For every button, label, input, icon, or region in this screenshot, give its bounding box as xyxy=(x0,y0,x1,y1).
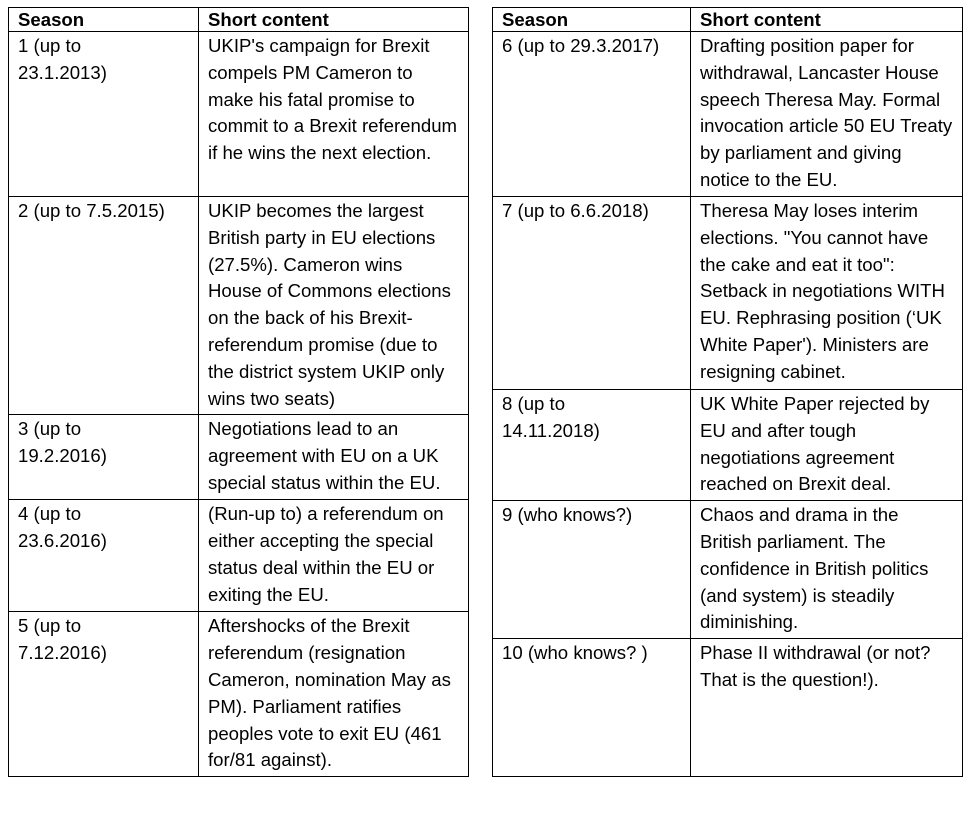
table-row xyxy=(9,612,469,777)
season-cell: 6 (up to 29.3.2017) xyxy=(493,32,691,197)
content-cell: Negotiations lead to an agreement with EU on a UK special status within the EU. xyxy=(199,415,469,500)
content-cell: Drafting position paper for withdrawal, Lancaster House speech Theresa May. Formal invocation article 50 EU Treaty by parliament and giving notice to the EU. xyxy=(691,32,963,197)
content-cell: Chaos and drama in the British parliament. The confidence in British politics (and system) is steadily diminishing. xyxy=(691,501,963,639)
season-cell: 3 (up to 19.2.2016) xyxy=(9,415,199,500)
season-cell: 10 (who knows? ) xyxy=(493,639,691,777)
table-row xyxy=(9,197,469,415)
season-cell: 7 (up to 6.6.2018) xyxy=(493,197,691,390)
table-row xyxy=(493,32,963,197)
table-row xyxy=(9,415,469,500)
table-row xyxy=(9,32,469,197)
content-cell: Aftershocks of the Brexit referendum (resignation Cameron, nomination May as PM). Parliament ratifies peoples vote to exit EU (461 for/81 against). xyxy=(199,612,469,777)
season-cell: 4 (up to 23.6.2016) xyxy=(9,500,199,612)
table-row xyxy=(493,197,963,390)
header-season: Season xyxy=(9,8,199,32)
content-cell: Phase II withdrawal (or not? That is the question!). xyxy=(691,639,963,777)
table-row xyxy=(9,500,469,612)
content-cell: UK White Paper rejected by EU and after tough negotiations agreement reached on Brexit deal. xyxy=(691,390,963,501)
header-season: Season xyxy=(493,8,691,32)
seasons-table-left xyxy=(8,7,469,777)
content-cell: UKIP becomes the largest British party in EU elections (27.5%). Cameron wins House of Commons elections on the back of his Brexit-referendum promise (due to the district system UKIP only wins two seats) xyxy=(199,197,469,415)
header-row xyxy=(9,8,469,32)
header-short-content: Short content xyxy=(199,8,469,32)
season-cell: 2 (up to 7.5.2015) xyxy=(9,197,199,415)
content-cell: Theresa May loses interim elections. "You cannot have the cake and eat it too": Setback in negotiations WITH EU. Rephrasing position (‘UK White Paper'). Ministers are resigning cabinet. xyxy=(691,197,963,390)
season-cell: 5 (up to 7.12.2016) xyxy=(9,612,199,777)
header-row xyxy=(493,8,963,32)
season-cell: 1 (up to 23.1.2013) xyxy=(9,32,199,197)
season-cell: 8 (up to 14.11.2018) xyxy=(493,390,691,501)
table-row xyxy=(493,639,963,777)
header-short-content: Short content xyxy=(691,8,963,32)
table-row xyxy=(493,390,963,501)
content-cell: (Run-up to) a referendum on either accepting the special status deal within the EU or exiting the EU. xyxy=(199,500,469,612)
season-cell: 9 (who knows?) xyxy=(493,501,691,639)
content-cell: UKIP's campaign for Brexit compels PM Cameron to make his fatal promise to commit to a Brexit referendum if he wins the next election. xyxy=(199,32,469,197)
table-row xyxy=(493,501,963,639)
seasons-table-right xyxy=(492,7,963,777)
